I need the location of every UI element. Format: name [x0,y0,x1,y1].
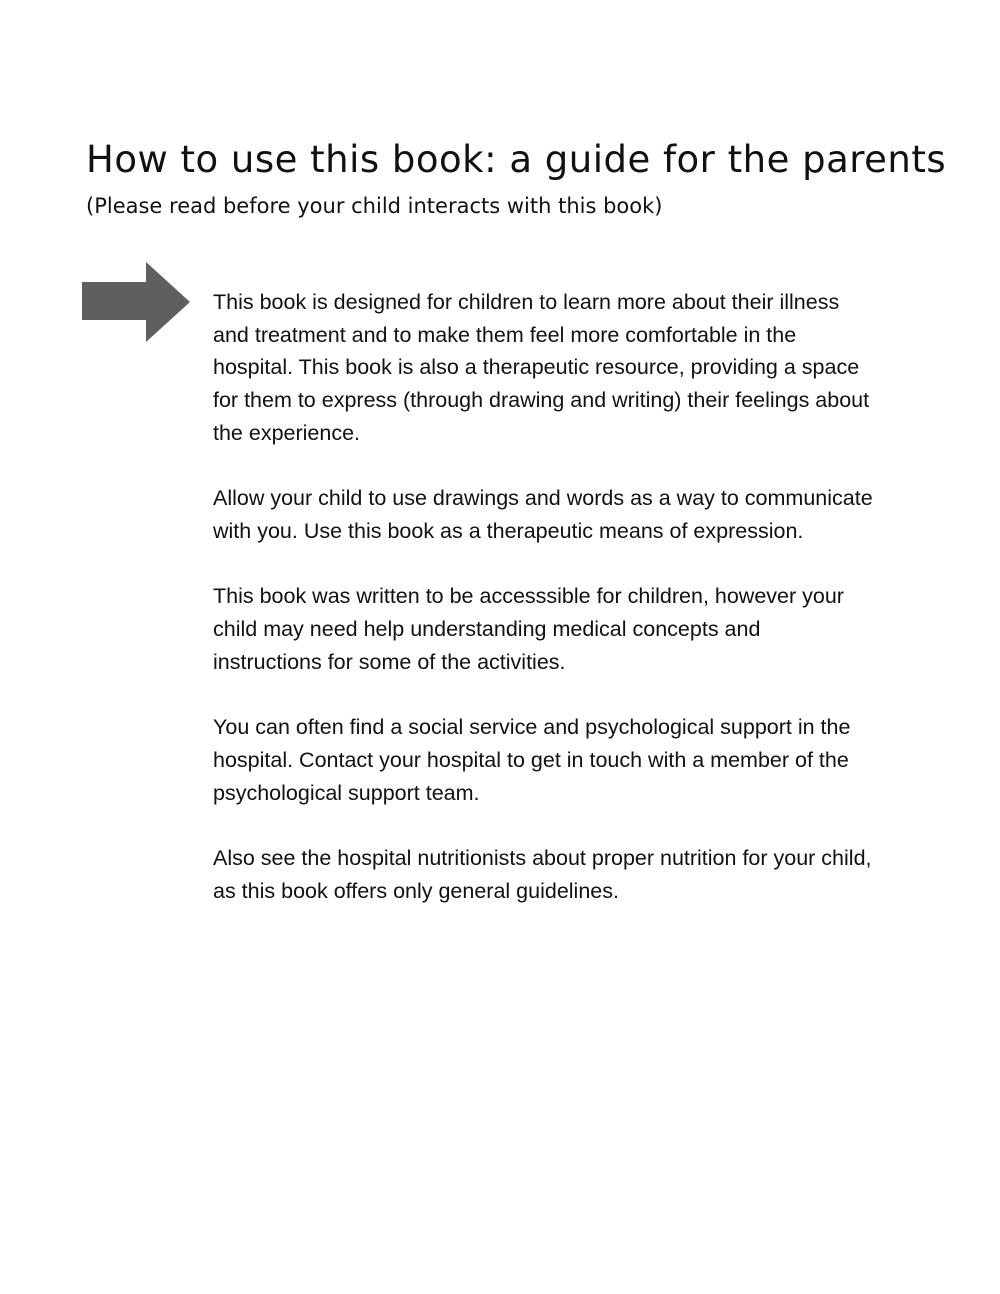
paragraph-support: You can often find a social service and psychological support in the hospital. Contact your hospital to get in touch with a member of the psychological support team. [213,715,851,805]
paragraph-communication: Allow your child to use drawings and words as a way to communicate with you. Use this book as a therapeutic means of expression. [213,486,873,543]
arrow-shape [82,262,190,342]
page-title: How to use this book: a guide for the parents [86,138,947,181]
right-arrow-icon [82,262,190,342]
body-text [213,286,873,940]
paragraph-purpose: This book is designed for children to learn more about their illness and treatment and to make them feel more comfortable in the hospital. This book is also a therapeutic resource, providing a space for them to express (through drawing and writing) their feelings about the experience. [213,290,870,445]
paragraph-nutrition: Also see the hospital nutritionists about proper nutrition for your child, as this book offers only general guidelines. [213,845,872,903]
paragraph-accessibility: This book was written to be accesssible for children, however your child may need help understanding medical concepts and instructions for some of the activities. [213,584,844,674]
page-subtitle: (Please read before your child interacts with this book) [86,194,663,218]
